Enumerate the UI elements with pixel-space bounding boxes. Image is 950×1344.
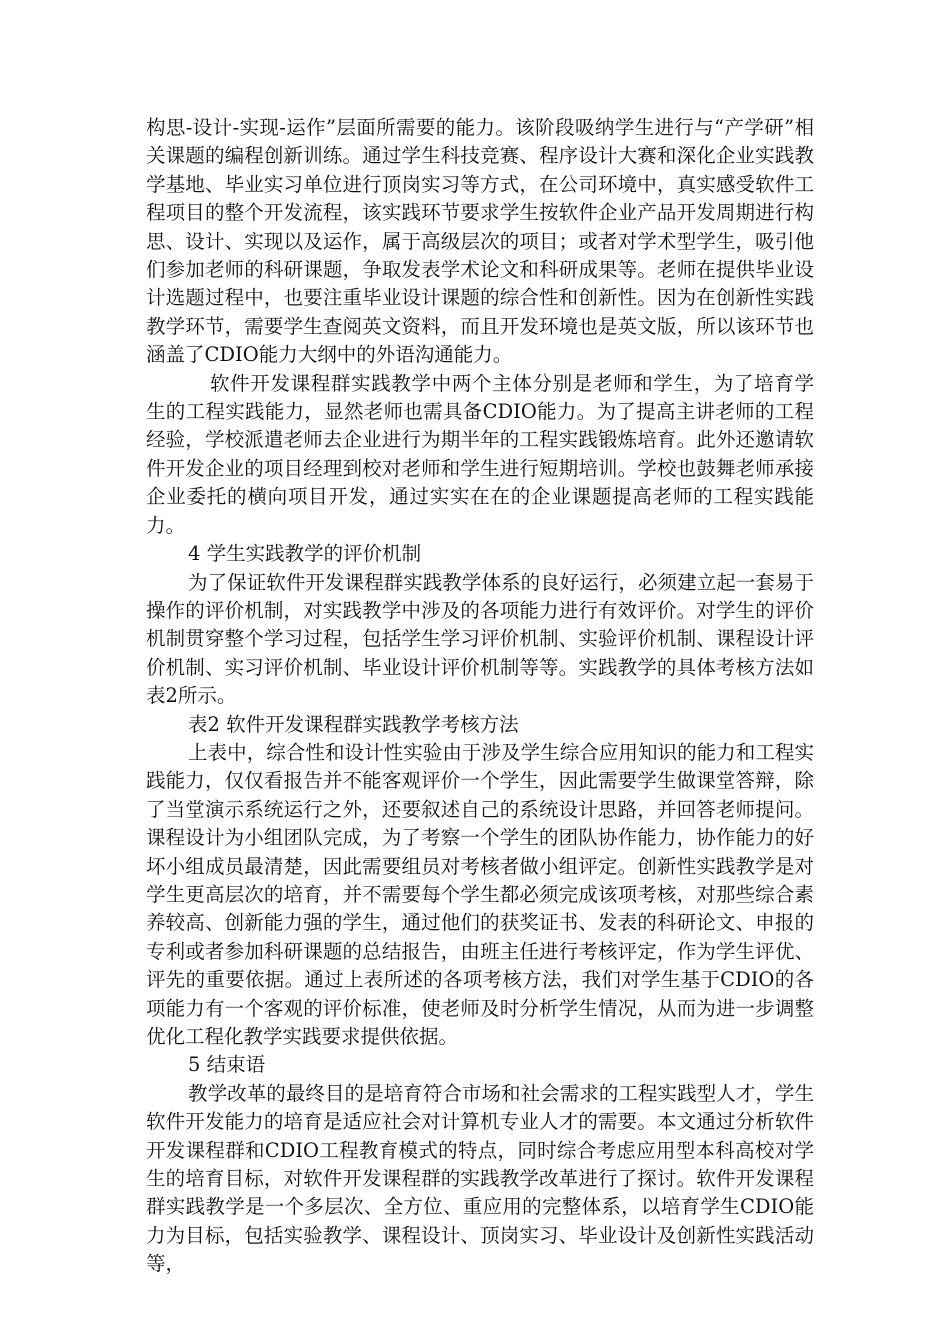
paragraph-assessment-details: 上表中，综合性和设计性实验由于涉及学生综合应用知识的能力和工程实践能力，仅仅看报告并不能客观评价一个学生，因此需要学生做课堂答辩，除了当堂演示系统运行之外，还要叙述自己的系统设计思路，并回答老师提问。课程设计为小组团队完成，为了考察一个学生的团队协作能力，协作能力的好坏小组成员最清楚，因此需要组员对考核者做小组评定。创新性实践教学是对学生更高层次的培育，并不需要每个学生都必须完成该项考核，对那些综合素养较高、创新能力强的学生，通过他们的获奖证书、发表的科研论文、申报的专利或者参加科研课题的总结报告，由班主任进行考核评定，作为学生评优、评先的重要依据。通过上表所述的各项考核方法，我们对学生基于CDIO的各项能力有一个客观的评价标准，使老师及时分析学生情况，从而为进一步调整优化工程化教学实践要求提供依据。 bbox=[146, 740, 814, 1048]
paragraph-evaluation-mechanism: 为了保证软件开发课程群实践教学体系的良好运行，必须建立起一套易于操作的评价机制，对实践教学中涉及的各项能力进行有效评价。对学生的评价机制贯穿整个学习过程，包括学生学习评价机制、实验评价机制、课程设计评价机制、实习评价机制、毕业设计评价机制等等。实践教学的具体考核方法如表2所示。 bbox=[146, 570, 814, 708]
paragraph-teacher-cdio: 软件开发课程群实践教学中两个主体分别是老师和学生，为了培育学生的工程实践能力，显然老师也需具备CDIO能力。为了提高主讲老师的工程经验，学校派遣老师去企业进行为期半年的工程实践锻炼培育。此外还邀请软件开发企业的项目经理到校对老师和学生进行短期培训。学校也鼓舞老师承接企业委托的横向项目开发，通过实实在在的企业课题提高老师的工程实践能力。 bbox=[146, 371, 814, 537]
document-page bbox=[146, 114, 814, 1279]
table-caption: 表2 软件开发课程群实践教学考核方法 bbox=[188, 712, 519, 736]
section-heading-conclusion: 5 结束语 bbox=[188, 1053, 266, 1077]
paragraph-innovative-practice: 构思-设计-实现-运作”层面所需要的能力。该阶段吸纳学生进行与“产学研”相关课题的编程创新训练。通过学生科技竞赛、程序设计大赛和深化企业实践教学基地、毕业实习单位进行顶岗实习等方式，在公司环境中，真实感受软件工程项目的整个开发流程，该实践环节要求学生按软件企业产品开发周期进行构思、设计、实现以及运作，属于高级层次的项目；或者对学术型学生，吸引他们参加老师的科研课题，争取发表学术论文和科研成果等。老师在提供毕业设计选题过程中，也要注重毕业设计课题的综合性和创新性。因为在创新性实践教学环节，需要学生查阅英文资料，而且开发环境也是英文版，所以该环节也涵盖了CDIO能力大纲中的外语沟通能力。 bbox=[146, 116, 814, 367]
section-heading-evaluation: 4 学生实践教学的评价机制 bbox=[188, 542, 422, 566]
paragraph-conclusion: 教学改革的最终目的是培育符合市场和社会需求的工程实践型人才，学生软件开发能力的培育是适应社会对计算机专业人才的需要。本文通过分析软件开发课程群和CDIO工程教育模式的特点，同时综合考虑应用型本科高校对学生的培育目标，对软件开发课程群的实践教学改革进行了探讨。软件开发课程群实践教学是一个多层次、全方位、重应用的完整体系，以培育学生CDIO能力为目标，包括实验教学、课程设计、顶岗实习、毕业设计及创新性实践活动等， bbox=[146, 1081, 814, 1276]
